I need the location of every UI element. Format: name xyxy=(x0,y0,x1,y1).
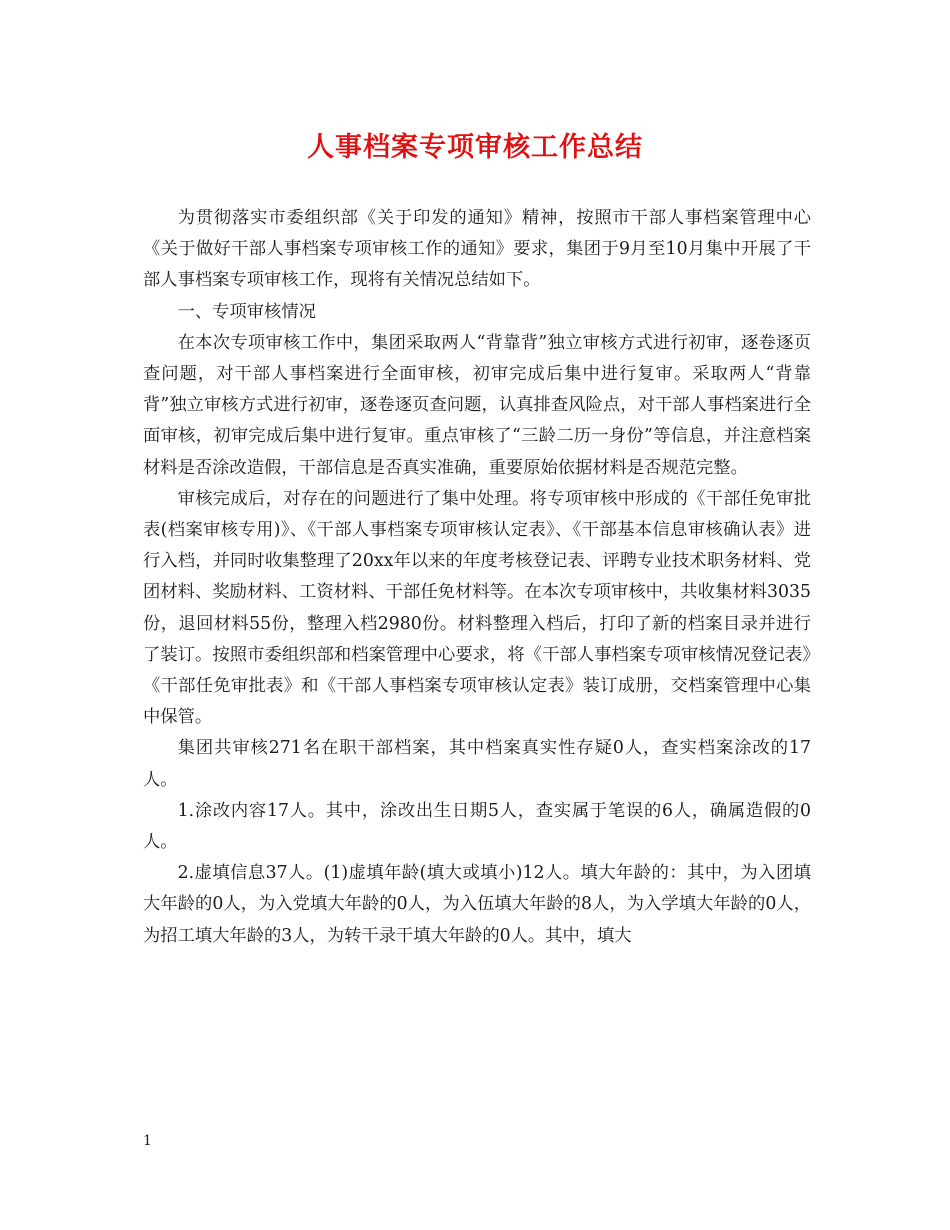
paragraph-review-method: 在本次专项审核工作中，集团采取两人“背靠背”独立审核方式进行初审，逐卷逐页查问题，对干部人事档案进行全面审核，初审完成后集中进行复审。采取两人“背靠背”独立审核方式进行初审，逐卷逐页查问题，认真排查风险点，对干部人事档案进行全面审核，初审完成后集中进行复审。重点审核了“三龄二历一身份”等信息，并注意档案材料是否涂改造假，干部信息是否真实准确，重要原始依据材料是否规范完整。 xyxy=(143,332,811,478)
document-title: 人事档案专项审核工作总结 xyxy=(307,132,643,163)
section-heading-1: 一、专项审核情况 xyxy=(177,301,316,322)
document-body xyxy=(143,203,811,952)
paragraph-intro: 为贯彻落实市委组织部《关于印发的通知》精神，按照市干部人事档案管理中心《关于做好干部人事档案专项审核工作的通知》要求，集团于9月至10月集中开展了干部人事档案专项审核工作，现将有关情况总结如下。 xyxy=(143,208,811,291)
paragraph-item-1: 1.涂改内容17人。其中，涂改出生日期5人，查实属于笔误的6人，确属造假的0人。 xyxy=(143,800,811,853)
paragraph-item-2: 2.虚填信息37人。(1)虚填年龄(填大或填小)12人。填大年龄的：其中，为入团填大年龄的0人，为入党填大年龄的0人，为入伍填大年龄的8人，为入学填大年龄的0人，为招工填大年龄的3人，为转干录干填大年龄的0人。其中，填大 xyxy=(143,863,811,946)
page-number: 1 xyxy=(143,1133,152,1149)
paragraph-summary-count: 集团共审核271名在职干部档案，其中档案真实性存疑0人，查实档案涂改的17人。 xyxy=(143,738,811,790)
paragraph-post-review: 审核完成后，对存在的问题进行了集中处理。将专项审核中形成的《干部任免审批表(档案审核专用)》、《干部人事档案专项审核认定表》、《干部基本信息审核确认表》进行入档，并同时收集整理了20xx年以来的年度考核登记表、评聘专业技术职务材料、党团材料、奖励材料、工资材料、干部任免材料等。在本次专项审核中，共收集材料3035份，退回材料55份，整理入档2980份。材料整理入档后，打印了新的档案目录并进行了装订。按照市委组织部和档案管理中心要求，将《干部人事档案专项审核情况登记表》《干部任免审批表》和《干部人事档案专项审核认定表》装订成册，交档案管理中心集中保管。 xyxy=(143,488,811,728)
